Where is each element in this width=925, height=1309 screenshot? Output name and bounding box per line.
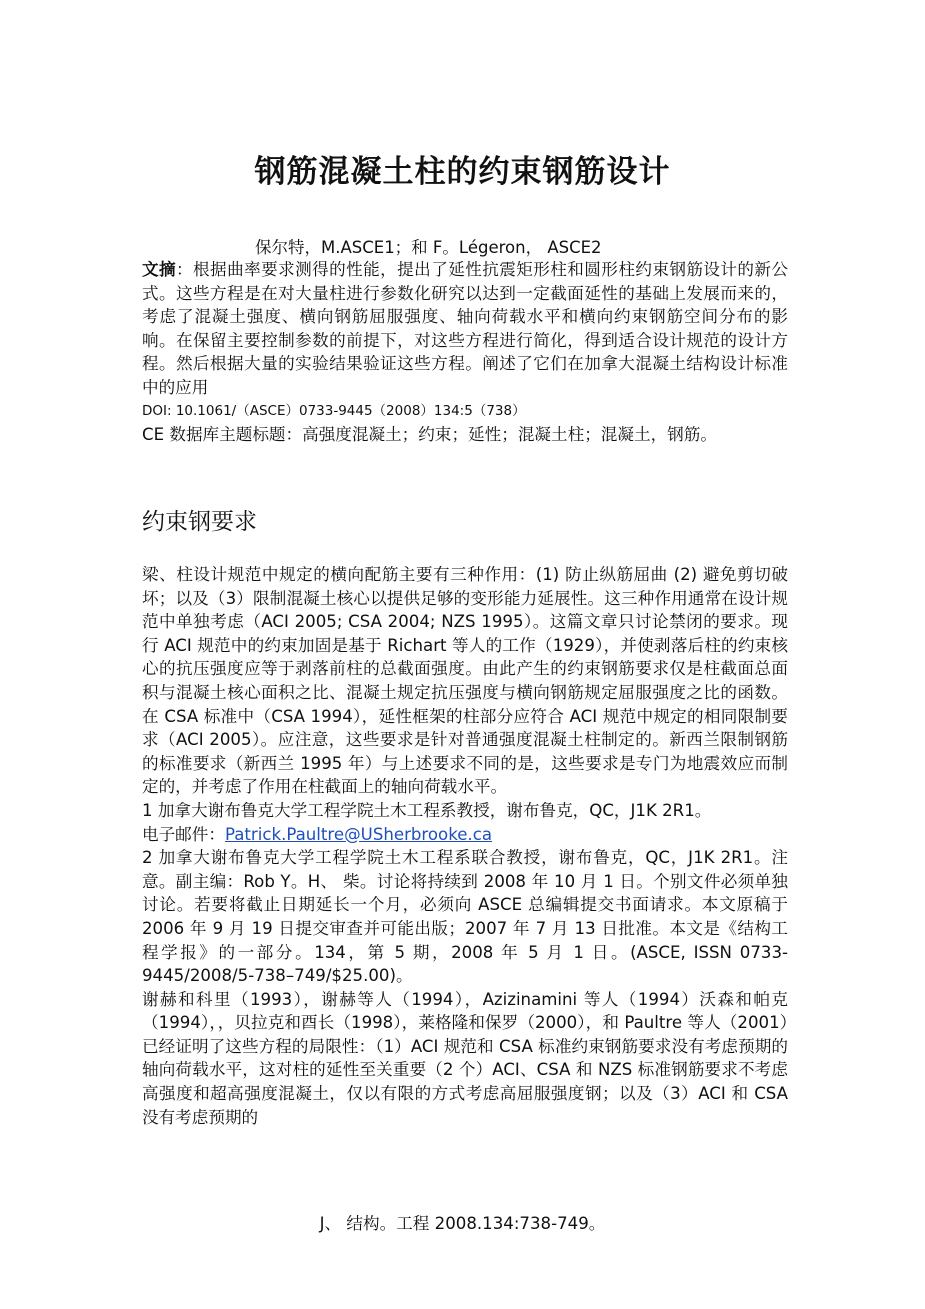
- section-heading: 约束钢要求: [142, 509, 257, 535]
- section-body: [142, 563, 788, 1129]
- abstract: [142, 258, 788, 447]
- paper-title: 钢筋混凝土柱的约束钢筋设计: [254, 154, 671, 190]
- footnote-2: 2 加拿大谢布鲁克大学工程学院土木工程系联合教授，谢布鲁克，QC，J1K 2R1。注意。副主编：Rob Y。H、 柴。讨论将持续到 2008 年 10 月 1 日。个别文件必须单独讨论。若要将截止日期延长一个月，必须向 ASCE 总编辑提交书面请求。本文原稿于 2006 年 9 月 19 日提交审查并可能出版；2007 年 7 月 13 日批准。本文是《结构工程学报》的一部分。134，第 5 期，2008 年 5 月 1 日。(ASCE, ISSN 0733-9445/2008/5-738–749/$25.00)。: [142, 848, 788, 986]
- abstract-text: ：根据曲率要求测得的性能，提出了延性抗震矩形柱和圆形柱约束钢筋设计的新公式。这些方程是在对大量柱进行参数化研究以达到一定截面延性的基础上发展而来的，考虑了混凝土强度、横向钢筋屈服强度、轴向荷载水平和横向约束钢筋空间分布的影响。在保留主要控制参数的前提下，对这些方程进行简化，得到适合设计规范的设计方程。然后根据大量的实验结果验证这些方程。阐述了它们在加拿大混凝土结构设计标准中的应用: [142, 260, 789, 397]
- abstract-label: 文摘: [142, 260, 177, 279]
- body-paragraph-1: 梁、柱设计规范中规定的横向配筋主要有三种作用：(1) 防止纵筋屈曲 (2) 避免剪切破坏；以及（3）限制混凝土核心以提供足够的变形能力延展性。这三种作用通常在设计规范中单独考虑（ACI 2005; CSA 2004; NZS 1995）。这篇文章只讨论禁闭的要求。现行 ACI 规范中的约束加固是基于 Richart 等人的工作（1929），并使剥落后柱的约束核心的抗压强度应等于剥落前柱的总截面强度。由此产生的约束钢筋要求仅是柱截面总面积与混凝土核心面积之比、混凝土规定抗压强度与横向钢筋规定屈服强度之比的函数。在 CSA 标准中（CSA 1994），延性框架的柱部分应符合 ACI 规范中规定的相同限制要求（ACI 2005）。应注意，这些要求是针对普通强度混凝土柱制定的。新西兰限制钢筋的标准要求（新西兰 1995 年）与上述要求不同的是，这些要求是专门为地震效应而制定的，并考虑了作用在柱截面上的轴向荷载水平。: [142, 565, 788, 797]
- author-line: 保尔特，M.ASCE1；和 F。Légeron， ASCE2: [255, 238, 602, 257]
- email-label: 电子邮件：: [142, 824, 225, 844]
- email-line: [142, 823, 788, 847]
- subject-headings: CE 数据库主题标题：高强度混凝土；约束；延性；混凝土柱；混凝土，钢筋。: [142, 425, 717, 445]
- email-link[interactable]: Patrick.Paultre@USherbrooke.ca: [224, 824, 492, 844]
- body-paragraph-2: 谢赫和科里（1993），谢赫等人（1994），Azizinamini 等人（1994）沃森和帕克（1994），，贝拉克和酉长（1998），莱格隆和保罗（2000），和 Paultre 等人（2001）已经证明了这些方程的局限性：（1）ACI 规范和 CSA 标准约束钢筋要求没有考虑预期的轴向荷载水平，这对柱的延性至关重要（2 个）ACI、CSA 和 NZS 标准钢筋要求不考虑高强度和超高强度混凝土，仅以有限的方式考虑高屈服强度钢；以及（3）ACI 和 CSA 没有考虑预期的: [142, 989, 788, 1127]
- footnote-1: 1 加拿大谢布鲁克大学工程学院土木工程系教授，谢布鲁克，QC，J1K 2R1。: [142, 800, 712, 820]
- doi-line: DOI: 10.1061/（ASCE）0733-9445（2008）134:5（738）: [142, 402, 526, 419]
- page-footer-citation: J、 结构。工程 2008.134:738-749。: [319, 1214, 606, 1233]
